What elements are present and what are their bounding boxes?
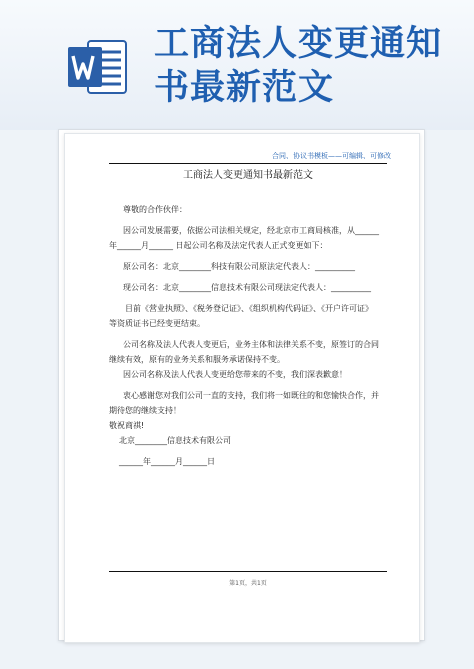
closing: 敬祝商祺! — [109, 421, 145, 430]
banner-title — [154, 22, 454, 110]
banner-title-line2: 书最新范文 — [154, 68, 335, 108]
document-page — [64, 133, 420, 643]
paragraph-old-name: 原公司名：北京________科技有限公司原法定代表人：__________ — [123, 262, 355, 271]
header-link[interactable]: 合同、协议书模板——可编辑、可修改 — [272, 152, 391, 160]
signature-date: ______年______月______日 — [119, 457, 215, 466]
paragraph-certificates: 目前《营业执照》、《税务登记证》、《组织机构代码证》、《开户许可证》等资质证书已经变更结束。 — [109, 304, 373, 328]
header-rule — [109, 163, 387, 164]
salutation: 尊敬的合作伙伴： — [123, 205, 187, 214]
paragraph-contracts: 公司名称及法人代表人变更后，业务主体和法律关系不变，原签订的合同继续有效，原有的业务关系和服务承诺保持不变。 — [109, 340, 379, 364]
word-icon — [66, 38, 128, 96]
paragraph-apology: 因公司名称及法人代表人变更给您带来的不变，我们深表歉意！ — [123, 370, 347, 379]
signature-company: 北京________信息技术有限公司 — [119, 436, 231, 445]
footer-rule — [109, 571, 387, 572]
paragraph-intro: 因公司发展需要，依据公司法相关规定，经北京市工商局核准，从______ — [123, 226, 379, 235]
banner — [0, 0, 474, 130]
page-number: 第1页，共1页 — [229, 580, 267, 587]
document-body — [109, 202, 387, 469]
paragraph-new-name: 现公司名：北京________信息技术有限公司现法定代表人：__________ — [123, 283, 371, 292]
paragraph-date: 年______月______ 日起公司名称及法定代表人正式变更如下： — [109, 241, 328, 250]
paragraph-thanks: 衷心感谢您对我们公司一直的支持，我们将一如既往的和您愉快合作，并期待您的继续支持！ — [109, 391, 379, 415]
banner-title-line1: 工商法人变更通知 — [154, 24, 443, 64]
document-title: 工商法人变更通知书最新范文 — [183, 170, 313, 181]
